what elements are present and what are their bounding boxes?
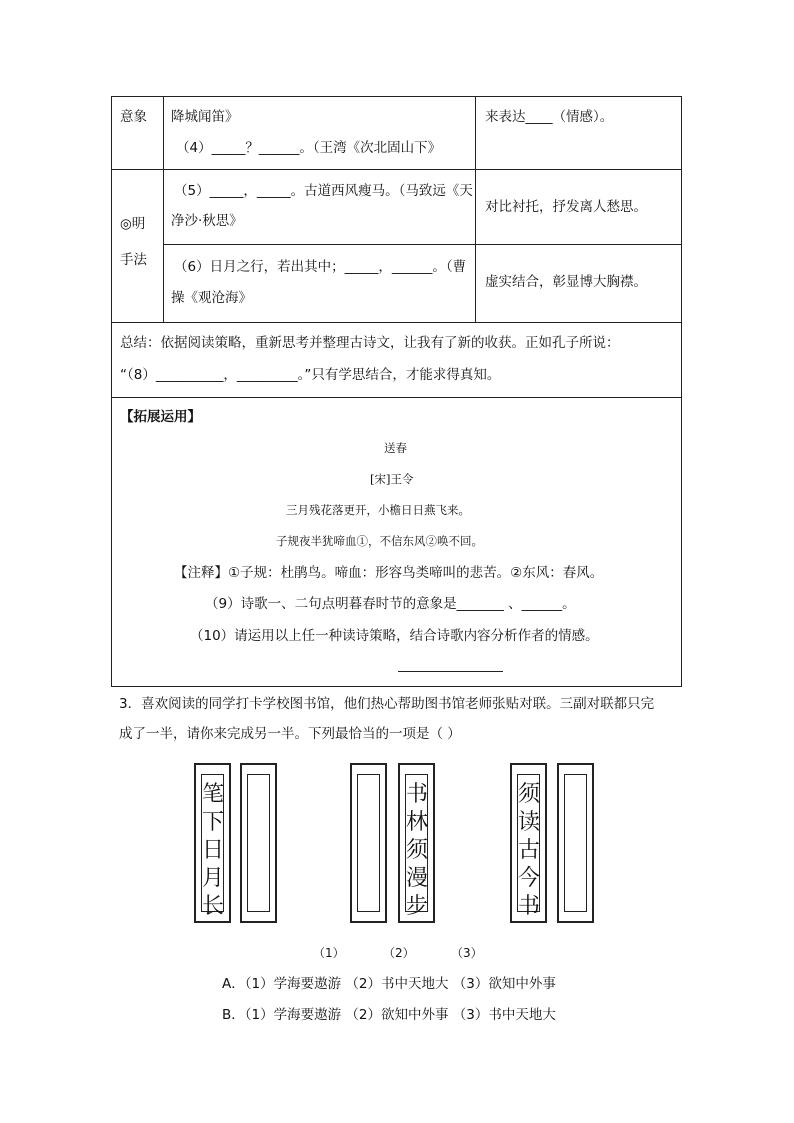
row2-category-line1: ◎明	[120, 216, 146, 232]
couplet-1-filled-scroll	[194, 763, 231, 923]
option-a[interactable]: A．（1）学海要遨游 （2）书中天地大 （3）欲知中外事	[222, 976, 556, 992]
table-row-divider-3	[112, 322, 681, 323]
question3-line1: 3．喜欢阅读的同学打卡学校图书馆，他们热心帮助图书馆老师张贴对联。三副对联都只完	[119, 696, 655, 712]
poem-line1: 三月残花落更开，小檐日日燕飞来。	[286, 503, 470, 517]
poem-line2: 子规夜半犹啼血①，不信东风②唤不回。	[276, 534, 483, 548]
couplet-1-number: （1）	[313, 946, 345, 960]
row3-text-line2: 操《观沧海》	[171, 290, 252, 306]
row2-text-line1: （5）_____，_____。古道西风瘦马。（马致远《天	[174, 183, 473, 199]
couplet-3-blank-scroll[interactable]	[557, 763, 594, 923]
row3-text-line1: （6）日月之行，若出其中；_____，______。（曹	[174, 259, 467, 275]
couplet-1-blank-scroll[interactable]	[240, 763, 277, 923]
answer-line[interactable]	[398, 671, 503, 672]
table-col-divider-1	[163, 97, 164, 322]
couplet-2-number: （2）	[383, 946, 415, 960]
poem-note: 【注释】①子规：杜鹃鸟。啼血：形容鸟类啼叫的悲苦。②东风：春风。	[174, 565, 604, 581]
option-b[interactable]: B．（1）学海要遨游 （2）欲知中外事 （3）书中天地大	[222, 1007, 556, 1023]
table-col-divider-2	[475, 97, 476, 322]
row1-text-line2: （4）_____？______。（王湾《次北固山下》	[176, 140, 442, 156]
couplet-3-number: （3）	[451, 946, 483, 960]
poem-author: [宋]王令	[370, 472, 414, 486]
summary-line2: “（8）__________，_________。”只有学思结合，才能求得真知。	[120, 367, 501, 383]
summary-line1: 总结：依据阅读策略，重新思考并整理古诗文，让我有了新的收获。正如孔子所说：	[120, 335, 620, 351]
couplet-3-filled-scroll	[510, 763, 547, 923]
row1-right: 来表达____（情感）。	[485, 109, 614, 125]
table-row-divider-1	[112, 169, 681, 170]
couplet-2-text: 书林须漫步	[405, 782, 428, 919]
couplet-2-filled-scroll	[398, 763, 435, 923]
extension-heading: 【拓展运用】	[120, 409, 201, 425]
couplet-3-text: 须读古今书	[517, 782, 540, 919]
question-10: （10）请运用以上任一种读诗策略，结合诗歌内容分析作者的情感。	[190, 628, 599, 644]
row1-text-line1: 降城闻笛》	[171, 109, 239, 125]
row1-category: 意象	[120, 109, 147, 125]
row2-right: 对比衬托，抒发离人愁思。	[485, 199, 647, 215]
row2-text-line2: 净沙·秋思》	[171, 213, 243, 229]
couplet-2-blank-scroll[interactable]	[350, 763, 387, 923]
table-row-divider-4	[112, 397, 681, 398]
table-row-divider-2	[163, 244, 681, 245]
row3-right: 虚实结合，彰显博大胸襟。	[485, 274, 647, 290]
poem-title: 送春	[384, 441, 407, 455]
couplet-1-text: 笔下日月长	[201, 782, 224, 919]
question3-line2: 成了一半，请你来完成另一半。下列最恰当的一项是（ ）	[119, 726, 461, 742]
question-9: （9）诗歌一、二句点明暮春时节的意象是_______ 、______。	[205, 596, 576, 612]
row2-category-line2: 手法	[120, 252, 147, 268]
